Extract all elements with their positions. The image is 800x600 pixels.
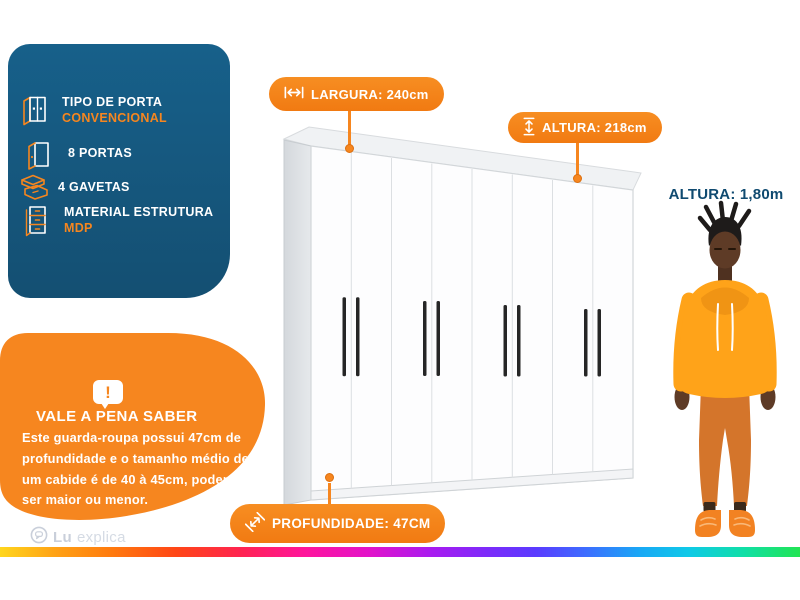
- exclamation-mark: !: [105, 382, 111, 402]
- rainbow-gradient-bar: [0, 547, 800, 557]
- vertical-arrows-icon: [523, 117, 535, 139]
- info-blob: [0, 330, 270, 530]
- door-handle: [423, 301, 427, 376]
- diagonal-arrows-icon: [245, 512, 265, 535]
- depth-badge: [230, 504, 445, 543]
- door-handle: [343, 297, 347, 376]
- depth-leader-dot: [325, 473, 334, 482]
- width-badge: [269, 77, 444, 111]
- horizontal-arrows-icon: [284, 86, 304, 102]
- width-badge-label: LARGURA: 240cm: [311, 86, 429, 102]
- spec-value: MDP: [64, 221, 93, 235]
- height-leader-dot: [573, 174, 582, 183]
- logo-suffix-text: explica: [76, 529, 126, 546]
- door-handle: [598, 309, 602, 377]
- door-handle: [356, 297, 360, 376]
- person-shoes: [695, 510, 755, 537]
- person-head: [710, 232, 741, 269]
- height-leader-line: [576, 140, 579, 176]
- spec-label: 8 PORTAS: [68, 146, 132, 160]
- logo-brand-text: Lu: [53, 529, 72, 546]
- height-badge: [508, 112, 662, 143]
- person-height-label: ALTURA: 1,80m: [668, 186, 784, 203]
- depth-badge-label: PROFUNDIDADE: 47CM: [272, 516, 431, 531]
- wardrobe-side-panel: [284, 140, 311, 505]
- door-handle: [517, 305, 521, 377]
- width-leader-dot: [345, 144, 354, 153]
- door-handle: [437, 301, 441, 376]
- height-badge-label: ALTURA: 218cm: [542, 120, 647, 135]
- spec-label: 4 GAVETAS: [58, 180, 130, 194]
- spec-label: MATERIAL ESTRUTURA: [64, 205, 214, 219]
- person-hoodie: [679, 280, 771, 398]
- door-handle: [504, 305, 508, 377]
- lu-explica-logo: [30, 526, 126, 549]
- door-handle: [584, 309, 588, 377]
- width-leader-line: [348, 110, 351, 147]
- info-blob-title: VALE A PENA SABER: [36, 408, 198, 425]
- info-blob-body: Este guarda-roupa possui 47cm de profundidade e o tamanho médio de um cabide é de 40 à 45cm, podendo ser maior ou menor.: [22, 430, 250, 508]
- spec-label: TIPO DE PORTA: [62, 95, 163, 109]
- spec-value: CONVENCIONAL: [62, 111, 167, 125]
- person-illustration: [655, 200, 795, 545]
- person-pants: [699, 385, 751, 506]
- lu-speech-bubble-icon: [30, 526, 48, 549]
- alert-speech-bubble-icon: [93, 380, 123, 404]
